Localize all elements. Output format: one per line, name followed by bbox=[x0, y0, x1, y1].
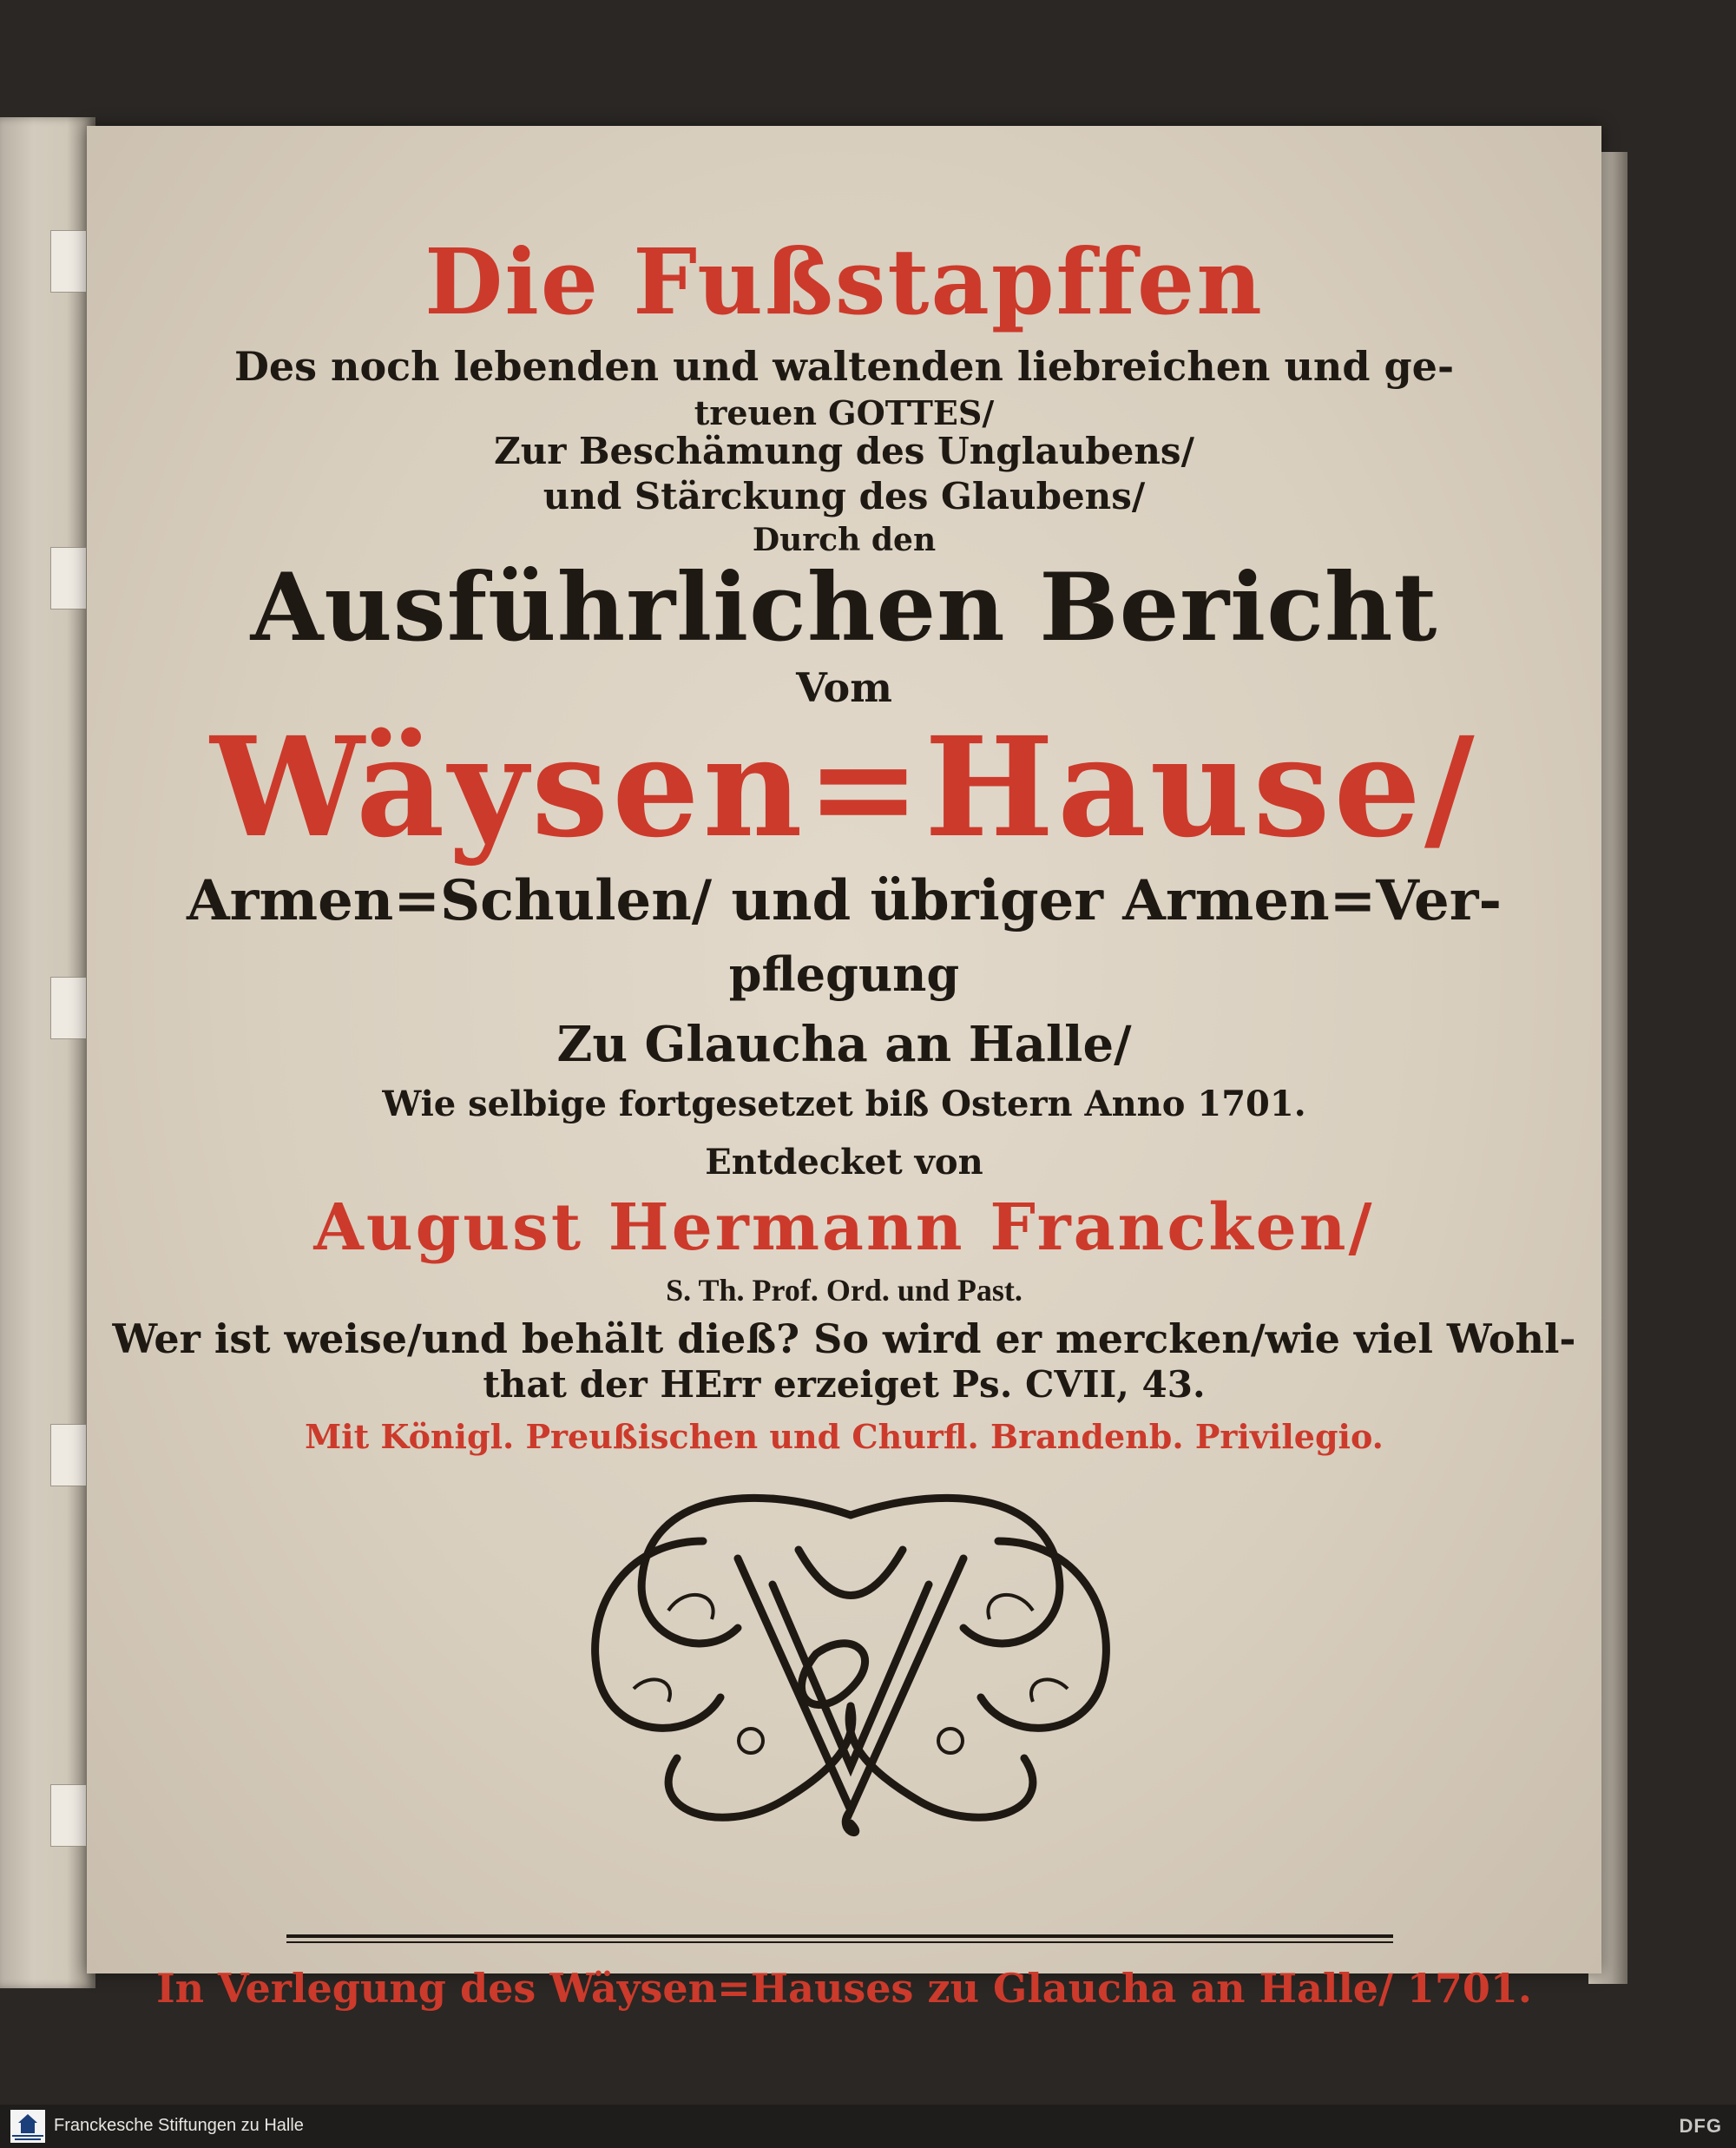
imprint-line: In Verlegung des Wäysen=Hauses zu Glaucha an Halle/ 1701. bbox=[156, 1965, 1532, 2012]
subtitle-line: Vom bbox=[796, 664, 892, 711]
binding-band bbox=[50, 1784, 87, 1847]
subtitle-line: Entdecket von bbox=[705, 1142, 983, 1183]
date-line: Wie selbige fortgesetzet biß Ostern Anno 1701. bbox=[382, 1084, 1306, 1124]
title-line-bericht: Ausführlichen Bericht bbox=[250, 553, 1438, 662]
monogram-ornament bbox=[573, 1480, 1128, 1845]
institution-logo-icon bbox=[10, 2110, 45, 2143]
motto-line: Wer ist weise/und behält dieß? So wird er mercken/wie viel Wohl- bbox=[112, 1315, 1576, 1362]
binding-band bbox=[50, 1424, 87, 1486]
binding-band bbox=[50, 547, 87, 609]
dfg-logo: DFG bbox=[1679, 2115, 1722, 2137]
subtitle-line: pflegung bbox=[728, 946, 960, 1002]
subtitle-line: Des noch lebenden und waltenden liebreichen und ge- bbox=[233, 343, 1455, 390]
binding-band bbox=[50, 977, 87, 1039]
subtitle-line: treuen GOTTES/ bbox=[694, 393, 995, 432]
title-line-fussstapffen: Die Fußstapffen bbox=[424, 228, 1264, 335]
place-line: Zu Glaucha an Halle/ bbox=[556, 1016, 1132, 1073]
title-line-waysenhaus: Wäysen=Hause/ bbox=[210, 708, 1478, 868]
title-line-armenschulen: Armen=Schulen/ und übriger Armen=Ver- bbox=[186, 868, 1503, 933]
title-page bbox=[87, 126, 1601, 2012]
motto-line: that der HErr erzeiget Ps. CVII, 43. bbox=[483, 1363, 1206, 1406]
subtitle-line: Durch den bbox=[752, 522, 937, 558]
institution-name: Franckesche Stiftungen zu Halle bbox=[54, 2116, 304, 2135]
subtitle-line: und Stärckung des Glaubens/ bbox=[542, 475, 1146, 517]
binding-band bbox=[50, 230, 87, 293]
subtitle-line: Zur Beschämung des Unglaubens/ bbox=[494, 430, 1194, 472]
author-name: August Hermann Francken/ bbox=[313, 1190, 1375, 1265]
privilege-line: Mit Königl. Preußischen und Churfl. Brandenb. Privilegio. bbox=[305, 1417, 1384, 1456]
book-cover-spine bbox=[0, 117, 95, 1988]
viewer-footer bbox=[0, 2105, 1736, 2148]
horizontal-rule bbox=[286, 1934, 1393, 1938]
horizontal-rule bbox=[286, 1941, 1393, 1943]
author-title: S. Th. Prof. Ord. und Past. bbox=[666, 1273, 1023, 1308]
